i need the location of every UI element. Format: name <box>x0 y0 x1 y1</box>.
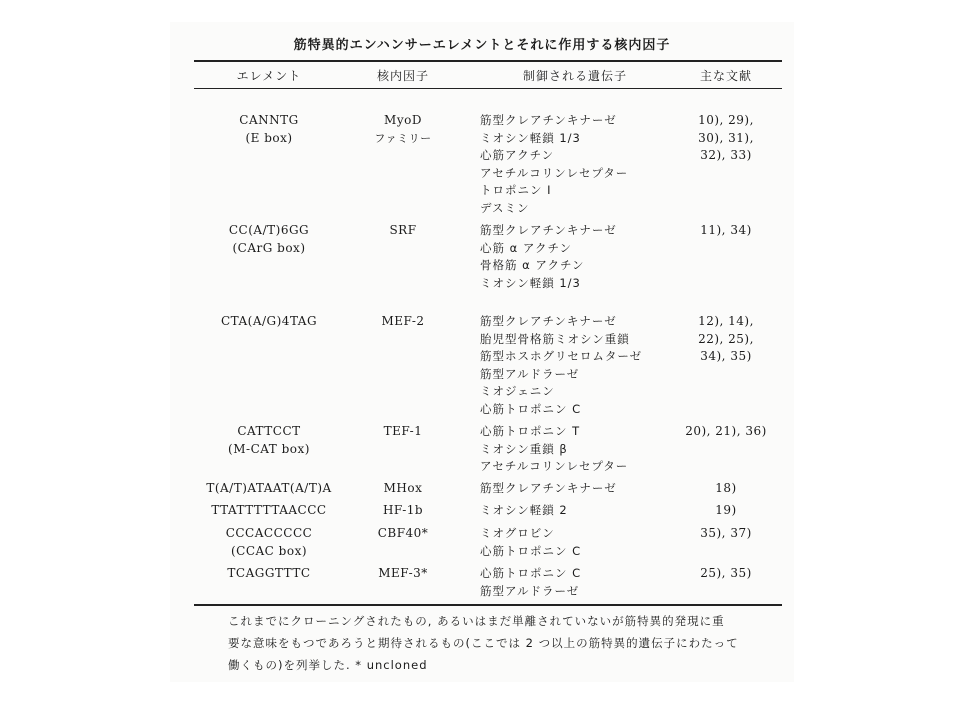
factor-cell-line: SRF <box>389 223 417 237</box>
element-cell <box>194 565 344 583</box>
header-genes: 制御される遺伝子 <box>522 69 627 83</box>
element-cell-line: TCAGGTTTC <box>227 566 311 580</box>
genes-cell <box>480 423 670 476</box>
element-cell-line: CCCACCCCC <box>225 526 313 540</box>
factor-cell <box>348 112 458 147</box>
genes-cell-line: 筋型クレアチンキナーゼ <box>480 481 617 495</box>
refs-cell <box>670 502 782 520</box>
element-cell-line: TTATTTTTAACCC <box>211 503 327 517</box>
genes-cell-line: 心筋トロポニン C <box>480 543 582 558</box>
factor-cell-line: MEF-2 <box>381 314 425 328</box>
element-cell-line: T(A/T)ATAAT(A/T)A <box>206 481 332 495</box>
genes-cell-line: 心筋トロポニン C <box>480 566 582 580</box>
element-cell <box>194 222 344 257</box>
factor-cell-line: MyoD <box>384 113 422 127</box>
refs-cell-line: 10), 29), <box>698 113 754 127</box>
element-cell-line: (CCAC box) <box>230 543 308 558</box>
header-factor: 核内因子 <box>376 69 429 83</box>
element-cell-line: CATTCCT <box>237 424 301 438</box>
refs-cell <box>670 112 782 165</box>
factor-cell <box>348 222 458 240</box>
genes-cell <box>480 502 670 520</box>
factor-cell-line: ファミリー <box>374 131 432 145</box>
refs-cell-line: 11), 34) <box>700 223 752 237</box>
header-element: エレメント <box>236 69 302 83</box>
genes-cell-line: 骨格筋 α アクチン <box>480 258 585 272</box>
element-cell-line: (CArG box) <box>232 240 306 255</box>
refs-cell-line: 22), 25), <box>698 331 754 346</box>
footnote-line: これまでにクローニングされたもの, あるいはまだ単離されていないが筋特異的発現に重 <box>228 614 725 628</box>
scanned-table-page <box>170 22 794 682</box>
element-cell-line: (E box) <box>245 130 293 145</box>
footnote <box>228 610 768 676</box>
factor-cell-line: TEF-1 <box>383 424 423 438</box>
refs-cell <box>670 525 782 543</box>
footnote-line: 働くもの)を列挙した. * uncloned <box>228 658 428 672</box>
element-cell-line: CANNTG <box>239 113 299 127</box>
refs-cell <box>670 565 782 583</box>
refs-cell-line: 35), 37) <box>700 526 752 540</box>
refs-cell <box>670 222 782 240</box>
factor-cell-line: HF-1b <box>382 503 424 517</box>
element-cell-line: CTA(A/G)4TAG <box>220 314 318 328</box>
factor-cell-line: MEF-3* <box>378 566 428 580</box>
footnote-line: 要な意味をもつであろうと期待されるもの(ここでは 2 つ以上の筋特異的遺伝子にわたって <box>228 636 739 650</box>
genes-cell <box>480 222 670 292</box>
element-cell <box>194 423 344 458</box>
genes-cell-line: アセチルコリンレセプター <box>480 459 629 473</box>
element-cell <box>194 313 344 331</box>
genes-cell-line: 心筋トロポニン T <box>480 424 581 438</box>
element-cell <box>194 112 344 147</box>
element-cell-line: CC(A/T)6GG <box>228 223 310 237</box>
genes-cell-line: 心筋トロポニン C <box>480 401 582 416</box>
genes-cell-line: トロポニン I <box>480 183 552 197</box>
refs-cell-line: 34), 35) <box>700 349 752 363</box>
refs-cell-line: 30), 31), <box>698 130 754 145</box>
genes-cell-line: 胎児型骨格筋ミオシン重鎖 <box>480 331 630 346</box>
genes-cell-line: 筋型アルドラーゼ <box>480 583 580 598</box>
factor-cell <box>348 480 458 498</box>
top-rule <box>194 60 782 62</box>
genes-cell <box>480 525 670 560</box>
refs-cell-line: 20), 21), 36) <box>685 424 767 438</box>
genes-cell-line: 心筋 α アクチン <box>480 240 572 255</box>
bottom-rule <box>194 604 782 606</box>
genes-cell-line: 筋型クレアチンキナーゼ <box>480 113 617 127</box>
refs-cell <box>670 423 782 441</box>
element-cell <box>194 480 344 498</box>
refs-cell-line: 18) <box>715 481 737 495</box>
genes-cell <box>480 565 670 600</box>
factor-cell <box>348 502 458 520</box>
element-cell-line: (M-CAT box) <box>228 441 310 456</box>
header-refs: 主な文献 <box>699 69 752 83</box>
factor-cell-line: MHox <box>383 481 423 495</box>
refs-cell-line: 32), 33) <box>700 148 752 162</box>
genes-cell-line: ミオグロビン <box>480 526 555 540</box>
genes-cell <box>480 313 670 418</box>
factor-cell <box>348 525 458 543</box>
factor-cell-line: CBF40* <box>377 526 429 540</box>
refs-cell-line: 12), 14), <box>698 314 754 328</box>
genes-cell <box>480 480 670 498</box>
table-title: 筋特異的エンハンサーエレメントとそれに作用する核内因子 <box>293 38 671 53</box>
genes-cell-line: 心筋アクチン <box>480 148 555 162</box>
element-cell <box>194 525 344 560</box>
refs-cell <box>670 313 782 366</box>
genes-cell-line: ミオシン軽鎖 2 <box>480 503 568 517</box>
genes-cell-line: アセチルコリンレセプター <box>480 165 629 180</box>
genes-cell-line: ミオシン重鎖 β <box>480 441 568 456</box>
genes-cell-line: 筋型クレアチンキナーゼ <box>480 314 617 328</box>
genes-cell-line: ミオジェニン <box>480 384 555 398</box>
genes-cell-line: 筋型ホスホグリセロムターゼ <box>480 349 643 363</box>
genes-cell-line: デスミン <box>480 200 530 215</box>
genes-cell <box>480 112 670 217</box>
genes-cell-line: ミオシン軽鎖 1/3 <box>480 130 581 145</box>
factor-cell <box>348 423 458 441</box>
genes-cell-line: ミオシン軽鎖 1/3 <box>480 275 581 290</box>
genes-cell-line: 筋型クレアチンキナーゼ <box>480 223 617 237</box>
factor-cell <box>348 565 458 583</box>
refs-cell <box>670 480 782 498</box>
genes-cell-line: 筋型アルドラーゼ <box>480 366 580 381</box>
header-rule <box>194 88 782 89</box>
refs-cell-line: 19) <box>715 503 737 517</box>
factor-cell <box>348 313 458 331</box>
element-cell <box>194 502 344 520</box>
refs-cell-line: 25), 35) <box>700 566 752 580</box>
